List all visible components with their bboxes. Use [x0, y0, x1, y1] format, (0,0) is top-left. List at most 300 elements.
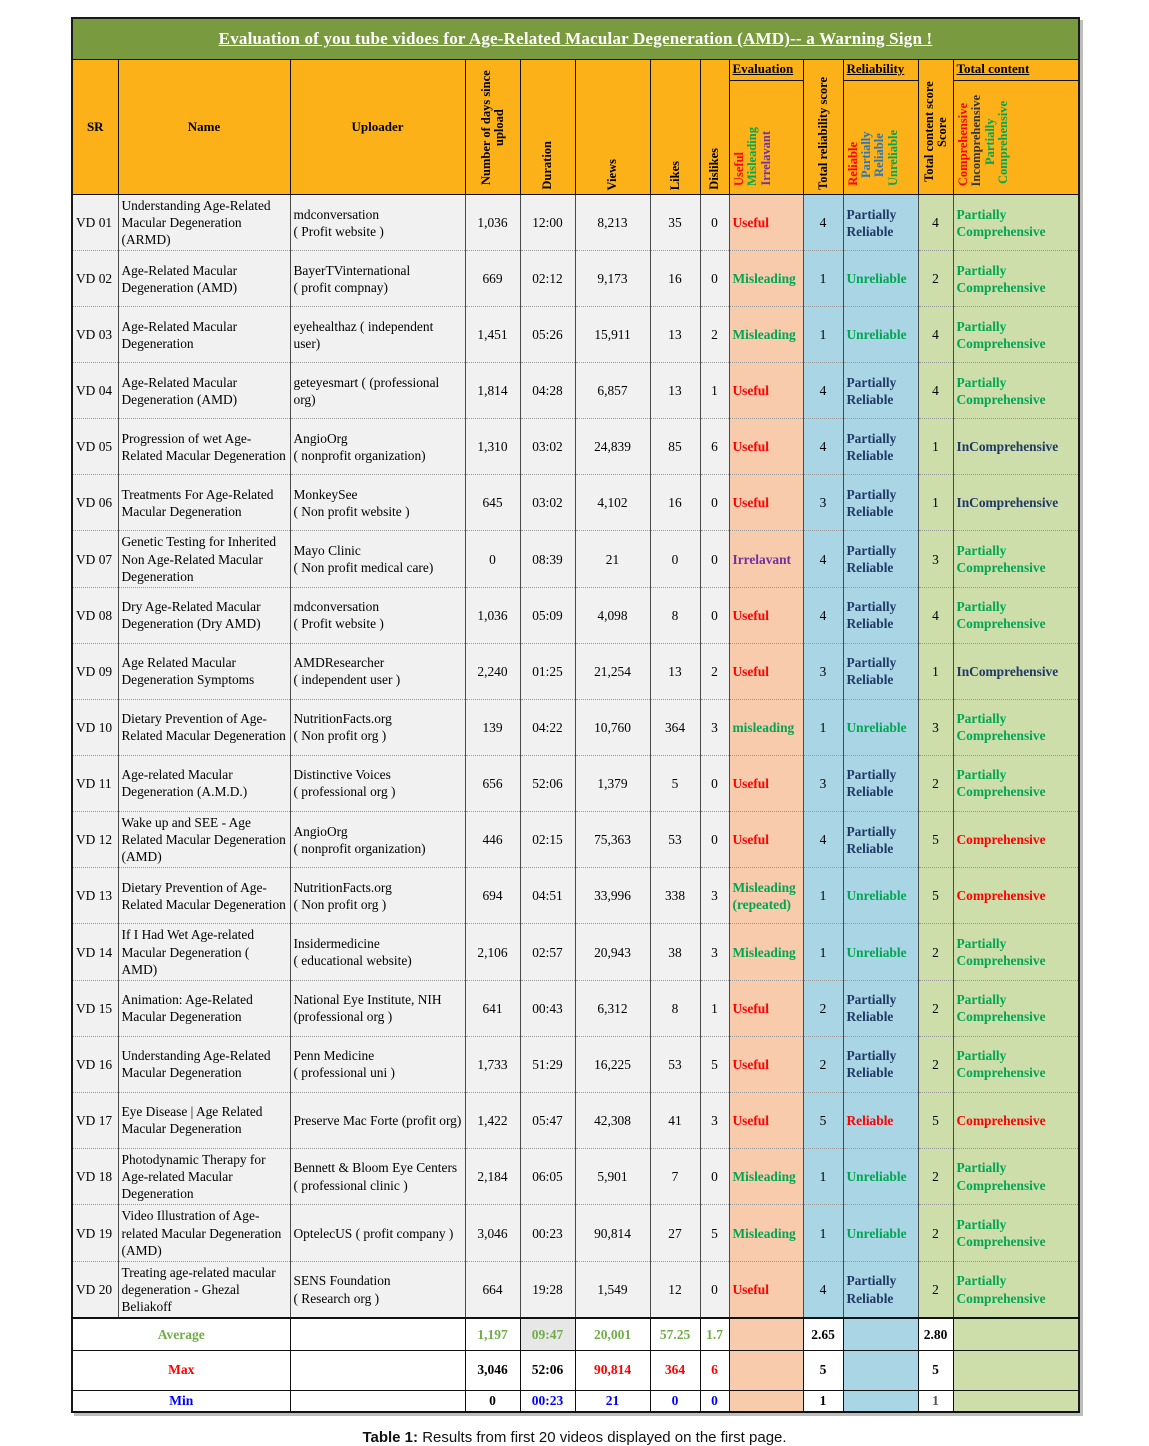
- days-cell: 3,046: [465, 1205, 520, 1261]
- uploader-cell: [290, 1092, 465, 1148]
- table-row: [72, 195, 1079, 251]
- col-header-name: Name: [118, 60, 290, 195]
- views-cell: 4,102: [575, 475, 650, 531]
- days-cell: 1,310: [465, 419, 520, 475]
- name-cell: Photodynamic Therapy for Age-related Macular Degeneration: [118, 1148, 290, 1204]
- likes-cell: 5: [650, 755, 700, 811]
- name-cell: Dry Age-Related Macular Degeneration (Dry AMD): [118, 587, 290, 643]
- views-cell: 6,857: [575, 363, 650, 419]
- likes-cell: 16: [650, 475, 700, 531]
- uploader-line1: eyehealthaz ( independent user): [293, 318, 434, 351]
- evaluation-option-irrelavant: Irrelavant: [759, 131, 773, 186]
- summary-likes-cell: 0: [650, 1390, 700, 1412]
- days-cell: 656: [465, 755, 520, 811]
- content-cell: Comprehensive: [953, 811, 1079, 867]
- days-cell: 641: [465, 980, 520, 1036]
- uploader-line1: AMDResearcher: [293, 655, 385, 671]
- content-cell: Partially Comprehensive: [953, 980, 1079, 1036]
- uploader-cell: [290, 363, 465, 419]
- uploader-line1: SENS Foundation: [293, 1273, 391, 1289]
- reliability-score-cell: 1: [803, 699, 843, 755]
- views-cell: 9,173: [575, 251, 650, 307]
- evaluation-cell: Useful: [729, 980, 803, 1036]
- name-cell: Wake up and SEE - Age Related Macular Degeneration (AMD): [118, 811, 290, 867]
- evaluation-cell: Misleading (repeated): [729, 868, 803, 924]
- sr-cell: VD 08: [72, 587, 118, 643]
- summary-reliability-cell: [843, 1318, 918, 1350]
- evaluation-cell: Useful: [729, 363, 803, 419]
- content-cell: Partially Comprehensive: [953, 699, 1079, 755]
- name-cell: Understanding Age-Related Macular Degeneration: [118, 1036, 290, 1092]
- evaluation-cell: Useful: [729, 587, 803, 643]
- dislikes-cell: 0: [700, 1261, 729, 1318]
- sr-cell: VD 12: [72, 811, 118, 867]
- evaluation-option-misleading: Misleading: [745, 126, 760, 186]
- days-cell: 1,814: [465, 363, 520, 419]
- uploader-line1: OptelecUS ( profit company ): [293, 1225, 454, 1241]
- duration-cell: 06:05: [520, 1148, 575, 1204]
- col-header-dislikes: [700, 60, 729, 195]
- summary-reliability-cell: [843, 1350, 918, 1390]
- reliability-cell: Unreliable: [843, 924, 918, 980]
- summary-content-score-cell: 1: [918, 1390, 953, 1412]
- dislikes-cell: 0: [700, 531, 729, 587]
- reliability-score-cell: 2: [803, 1036, 843, 1092]
- evaluation-cell: Useful: [729, 1261, 803, 1318]
- uploader-cell: [290, 1036, 465, 1092]
- uploader-cell: [290, 1148, 465, 1204]
- col-header-days: [465, 60, 520, 195]
- summary-days-cell: 1,197: [465, 1318, 520, 1350]
- sr-cell: VD 10: [72, 699, 118, 755]
- uploader-line1: Mayo Clinic: [293, 543, 361, 559]
- reliability-score-cell: 1: [803, 924, 843, 980]
- table-row: [72, 699, 1079, 755]
- content-cell: Partially Comprehensive: [953, 587, 1079, 643]
- table-row: [72, 419, 1079, 475]
- col-header-reliability: [843, 60, 918, 195]
- sr-cell: VD 13: [72, 868, 118, 924]
- days-cell: 664: [465, 1261, 520, 1318]
- likes-cell: 53: [650, 1036, 700, 1092]
- reliability-score-cell: 5: [803, 1092, 843, 1148]
- duration-cell: 00:43: [520, 980, 575, 1036]
- content-cell: Comprehensive: [953, 868, 1079, 924]
- uploader-cell: [290, 924, 465, 980]
- duration-cell: 51:29: [520, 1036, 575, 1092]
- content-cell: Partially Comprehensive: [953, 251, 1079, 307]
- summary-evaluation-cell: [729, 1318, 803, 1350]
- dislikes-cell: 5: [700, 1036, 729, 1092]
- content-cell: Partially Comprehensive: [953, 755, 1079, 811]
- col-header-reliability-score: [803, 60, 843, 195]
- content-score-cell: 4: [918, 587, 953, 643]
- uploader-cell: [290, 755, 465, 811]
- days-cell: 1,451: [465, 307, 520, 363]
- dislikes-header-label: Dislikes: [707, 148, 722, 190]
- evaluation-cell: Useful: [729, 475, 803, 531]
- days-cell: 1,036: [465, 195, 520, 251]
- content-option-comprehensive: Comprehensive: [955, 102, 970, 186]
- summary-content-cell: [953, 1318, 1079, 1350]
- reliability-cell: Partially Reliable: [843, 1036, 918, 1092]
- days-cell: 645: [465, 475, 520, 531]
- name-cell: Age-Related Macular Degeneration (AMD): [118, 363, 290, 419]
- summary-content-score-cell: 2.80: [918, 1318, 953, 1350]
- reliability-score-cell: 3: [803, 643, 843, 699]
- dislikes-cell: 2: [700, 307, 729, 363]
- duration-cell: 12:00: [520, 195, 575, 251]
- uploader-cell: [290, 531, 465, 587]
- reliability-cell: Unreliable: [843, 1205, 918, 1261]
- days-cell: 1,036: [465, 587, 520, 643]
- dislikes-cell: 1: [700, 980, 729, 1036]
- reliability-score-cell: 4: [803, 1261, 843, 1318]
- content-score-cell: 3: [918, 699, 953, 755]
- summary-row-min: [72, 1390, 1079, 1412]
- sr-cell: VD 11: [72, 755, 118, 811]
- uploader-line2: ( nonprofit organization): [293, 447, 426, 463]
- content-cell: Partially Comprehensive: [953, 924, 1079, 980]
- views-cell: 21: [575, 531, 650, 587]
- reliability-cell: Partially Reliable: [843, 1261, 918, 1318]
- table-row: [72, 1205, 1079, 1261]
- content-option-partially-comprehensive: Partially Comprehensive: [983, 100, 1010, 184]
- table-body: [72, 195, 1079, 1319]
- dislikes-cell: 2: [700, 643, 729, 699]
- summary-views-cell: 20,001: [575, 1318, 650, 1350]
- col-header-likes: [650, 60, 700, 195]
- name-cell: Age-related Macular Degeneration (A.M.D.): [118, 755, 290, 811]
- uploader-cell: [290, 251, 465, 307]
- name-cell: Video Illustration of Age-related Macular Degeneration (AMD): [118, 1205, 290, 1261]
- uploader-line2: ( educational website): [293, 953, 412, 969]
- uploader-cell: [290, 419, 465, 475]
- likes-cell: 12: [650, 1261, 700, 1318]
- reliability-score-cell: 4: [803, 419, 843, 475]
- evaluation-cell: Misleading: [729, 1148, 803, 1204]
- summary-label: Min: [72, 1390, 290, 1412]
- table-row: [72, 587, 1079, 643]
- dislikes-cell: 0: [700, 755, 729, 811]
- summary-views-cell: 90,814: [575, 1350, 650, 1390]
- reliability-option-unreliable: Unreliable: [885, 129, 900, 186]
- dislikes-cell: 0: [700, 1148, 729, 1204]
- sr-cell: VD 06: [72, 475, 118, 531]
- summary-dislikes-cell: 1.7: [700, 1318, 729, 1350]
- summary-content-score-cell: 5: [918, 1350, 953, 1390]
- table-caption: [71, 1429, 1078, 1446]
- content-cell: Partially Comprehensive: [953, 1036, 1079, 1092]
- evaluation-cell: Useful: [729, 643, 803, 699]
- dislikes-cell: 0: [700, 195, 729, 251]
- likes-cell: 0: [650, 531, 700, 587]
- views-cell: 42,308: [575, 1092, 650, 1148]
- content-score-header-label: Total content score Score: [921, 81, 949, 183]
- dislikes-cell: 0: [700, 475, 729, 531]
- reliability-cell: Unreliable: [843, 868, 918, 924]
- summary-content-cell: [953, 1390, 1079, 1412]
- duration-cell: 05:26: [520, 307, 575, 363]
- content-score-cell: 2: [918, 1036, 953, 1092]
- summary-duration-cell: 09:47: [520, 1318, 575, 1350]
- views-cell: 4,098: [575, 587, 650, 643]
- content-score-cell: 2: [918, 1205, 953, 1261]
- content-score-cell: 2: [918, 251, 953, 307]
- views-cell: 6,312: [575, 980, 650, 1036]
- evaluation-cell: Misleading: [729, 1205, 803, 1261]
- col-header-views: [575, 60, 650, 195]
- duration-cell: 02:57: [520, 924, 575, 980]
- uploader-line2: ( professional clinic ): [293, 1177, 408, 1193]
- table-row: [72, 1261, 1079, 1318]
- uploader-line2: ( Non profit website ): [293, 503, 410, 519]
- table-row: [72, 251, 1079, 307]
- summary-duration-cell: 52:06: [520, 1350, 575, 1390]
- views-cell: 16,225: [575, 1036, 650, 1092]
- reliability-option-partially-reliable: Partially Reliable: [859, 131, 886, 179]
- uploader-line1: mdconversation: [293, 206, 380, 222]
- reliability-score-cell: 4: [803, 811, 843, 867]
- sr-cell: VD 01: [72, 195, 118, 251]
- reliability-cell: Partially Reliable: [843, 531, 918, 587]
- table-row: [72, 307, 1079, 363]
- uploader-cell: [290, 307, 465, 363]
- reliability-cell: Unreliable: [843, 1148, 918, 1204]
- likes-cell: 338: [650, 868, 700, 924]
- sr-cell: VD 17: [72, 1092, 118, 1148]
- uploader-line2: ( nonprofit organization): [293, 840, 426, 856]
- uploader-cell: [290, 811, 465, 867]
- views-cell: 24,839: [575, 419, 650, 475]
- evaluation-cell: Irrelavant: [729, 531, 803, 587]
- summary-content-cell: [953, 1350, 1079, 1390]
- evaluation-group-label: Evaluation: [730, 60, 803, 81]
- evaluation-cell: Useful: [729, 811, 803, 867]
- reliability-score-cell: 4: [803, 587, 843, 643]
- sr-cell: VD 07: [72, 531, 118, 587]
- likes-cell: 8: [650, 980, 700, 1036]
- name-cell: Understanding Age-Related Macular Degeneration (ARMD): [118, 195, 290, 251]
- summary-reliability-score-cell: 1: [803, 1390, 843, 1412]
- duration-cell: 52:06: [520, 755, 575, 811]
- name-cell: Age-Related Macular Degeneration (AMD): [118, 251, 290, 307]
- content-score-cell: 2: [918, 755, 953, 811]
- uploader-line2: ( Non profit medical care): [293, 560, 434, 576]
- uploader-line2: ( independent user ): [293, 672, 401, 688]
- content-cell: InComprehensive: [953, 643, 1079, 699]
- reliability-score-cell: 2: [803, 980, 843, 1036]
- content-cell: Partially Comprehensive: [953, 1261, 1079, 1318]
- duration-cell: 02:12: [520, 251, 575, 307]
- uploader-line2: ( Profit website ): [293, 616, 384, 632]
- evaluation-cell: Useful: [729, 755, 803, 811]
- sr-cell: VD 19: [72, 1205, 118, 1261]
- days-cell: 2,240: [465, 643, 520, 699]
- table-row: [72, 1092, 1079, 1148]
- likes-cell: 35: [650, 195, 700, 251]
- summary-reliability-cell: [843, 1390, 918, 1412]
- summary-days-cell: 3,046: [465, 1350, 520, 1390]
- uploader-cell: [290, 195, 465, 251]
- views-cell: 5,901: [575, 1148, 650, 1204]
- days-header-label: Number of days since upload: [478, 70, 506, 186]
- caption-text: Results from first 20 videos displayed on the first page.: [418, 1429, 787, 1446]
- dislikes-cell: 0: [700, 811, 729, 867]
- summary-likes-cell: 364: [650, 1350, 700, 1390]
- uploader-line1: NutritionFacts.org: [293, 711, 392, 727]
- uploader-line2: ( professional uni ): [293, 1065, 396, 1081]
- summary-evaluation-cell: [729, 1390, 803, 1412]
- uploader-cell: [290, 587, 465, 643]
- summary-dislikes-cell: 6: [700, 1350, 729, 1390]
- dislikes-cell: 5: [700, 1205, 729, 1261]
- views-cell: 15,911: [575, 307, 650, 363]
- uploader-line1: Bennett & Bloom Eye Centers: [293, 1160, 458, 1176]
- content-score-cell: 2: [918, 1148, 953, 1204]
- table-title: [72, 18, 1079, 60]
- content-score-cell: 4: [918, 307, 953, 363]
- table-row: [72, 755, 1079, 811]
- reliability-cell: Partially Reliable: [843, 643, 918, 699]
- content-score-cell: 5: [918, 868, 953, 924]
- name-cell: Treating age-related macular degeneration - Ghezal Beliakoff: [118, 1261, 290, 1318]
- evaluation-table: [71, 17, 1080, 1413]
- uploader-line1: mdconversation: [293, 599, 380, 615]
- likes-cell: 85: [650, 419, 700, 475]
- duration-cell: 08:39: [520, 531, 575, 587]
- content-cell: Comprehensive: [953, 1092, 1079, 1148]
- table-row: [72, 475, 1079, 531]
- dislikes-cell: 3: [700, 868, 729, 924]
- sr-cell: VD 09: [72, 643, 118, 699]
- evaluation-cell: Misleading: [729, 307, 803, 363]
- evaluation-options: [730, 81, 803, 190]
- days-cell: 2,184: [465, 1148, 520, 1204]
- summary-duration-cell: 00:23: [520, 1390, 575, 1412]
- uploader-line1: Distinctive Voices: [293, 767, 391, 783]
- content-cell: Partially Comprehensive: [953, 1205, 1079, 1261]
- content-score-cell: 2: [918, 924, 953, 980]
- views-cell: 1,379: [575, 755, 650, 811]
- uploader-line1: geteyesmart ( (professional org): [293, 374, 440, 407]
- uploader-line2: ( Non profit org ): [293, 896, 387, 912]
- reliability-cell: Partially Reliable: [843, 980, 918, 1036]
- dislikes-cell: 6: [700, 419, 729, 475]
- summary-dislikes-cell: 0: [700, 1390, 729, 1412]
- likes-cell: 16: [650, 251, 700, 307]
- views-cell: 1,549: [575, 1261, 650, 1318]
- dislikes-cell: 1: [700, 363, 729, 419]
- views-cell: 33,996: [575, 868, 650, 924]
- content-score-cell: 5: [918, 1092, 953, 1148]
- evaluation-cell: misleading: [729, 699, 803, 755]
- table-row: [72, 980, 1079, 1036]
- sr-cell: VD 02: [72, 251, 118, 307]
- duration-cell: 03:02: [520, 475, 575, 531]
- name-cell: Progression of wet Age-Related Macular Degeneration: [118, 419, 290, 475]
- views-header-label: Views: [605, 158, 620, 190]
- reliability-score-cell: 1: [803, 251, 843, 307]
- days-cell: 0: [465, 531, 520, 587]
- reliability-cell: Partially Reliable: [843, 475, 918, 531]
- table-title-text: Evaluation of you tube vidoes for Age-Related Macular Degeneration (AMD)-- a Warning Sign !: [218, 29, 933, 48]
- reliability-cell: Partially Reliable: [843, 587, 918, 643]
- uploader-line1: BayerTVinternational: [293, 262, 411, 278]
- dislikes-cell: 3: [700, 699, 729, 755]
- name-cell: Eye Disease | Age Related Macular Degeneration: [118, 1092, 290, 1148]
- reliability-score-cell: 3: [803, 475, 843, 531]
- likes-cell: 38: [650, 924, 700, 980]
- name-cell: Dietary Prevention of Age-Related Macular Degeneration: [118, 868, 290, 924]
- reliability-score-cell: 1: [803, 1205, 843, 1261]
- uploader-line1: AngioOrg: [293, 823, 348, 839]
- views-cell: 21,254: [575, 643, 650, 699]
- header-row: [72, 60, 1079, 195]
- duration-cell: 05:09: [520, 587, 575, 643]
- sr-cell: VD 04: [72, 363, 118, 419]
- uploader-cell: [290, 1205, 465, 1261]
- content-cell: InComprehensive: [953, 475, 1079, 531]
- col-header-content-score: [918, 60, 953, 195]
- summary-row-max: [72, 1350, 1079, 1390]
- evaluation-cell: Useful: [729, 195, 803, 251]
- uploader-line2: ( Research org ): [293, 1290, 380, 1306]
- content-score-cell: 1: [918, 643, 953, 699]
- dislikes-cell: 0: [700, 587, 729, 643]
- days-cell: 1,733: [465, 1036, 520, 1092]
- uploader-line2: (professional org ): [293, 1009, 393, 1025]
- reliability-cell: Partially Reliable: [843, 195, 918, 251]
- name-cell: Animation: Age-Related Macular Degeneration: [118, 980, 290, 1036]
- reliability-score-cell: 1: [803, 307, 843, 363]
- uploader-line1: MonkeySee: [293, 486, 358, 502]
- summary-likes-cell: 57.25: [650, 1318, 700, 1350]
- likes-cell: 7: [650, 1148, 700, 1204]
- reliability-cell: Partially Reliable: [843, 755, 918, 811]
- evaluation-cell: Useful: [729, 1036, 803, 1092]
- reliability-score-cell: 4: [803, 531, 843, 587]
- summary-reliability-score-cell: 2.65: [803, 1318, 843, 1350]
- content-cell: Partially Comprehensive: [953, 307, 1079, 363]
- sr-cell: VD 15: [72, 980, 118, 1036]
- col-header-uploader: Uploader: [290, 60, 465, 195]
- table-row: [72, 643, 1079, 699]
- duration-cell: 00:23: [520, 1205, 575, 1261]
- table-row: [72, 924, 1079, 980]
- uploader-line1: Insidermedicine: [293, 935, 380, 951]
- views-cell: 20,943: [575, 924, 650, 980]
- uploader-line1: Penn Medicine: [293, 1048, 375, 1064]
- summary-row-average: [72, 1318, 1079, 1350]
- table-row: [72, 363, 1079, 419]
- likes-cell: 41: [650, 1092, 700, 1148]
- uploader-cell: [290, 1261, 465, 1318]
- content-option-incomprehensive: Incomprehensive: [969, 94, 984, 186]
- caption-label: Table 1:: [362, 1429, 419, 1446]
- title-row: [72, 18, 1079, 60]
- days-cell: 446: [465, 811, 520, 867]
- days-cell: 139: [465, 699, 520, 755]
- content-score-cell: 3: [918, 531, 953, 587]
- reliability-cell: Partially Reliable: [843, 811, 918, 867]
- content-cell: Partially Comprehensive: [953, 1148, 1079, 1204]
- reliability-cell: Unreliable: [843, 307, 918, 363]
- duration-cell: 19:28: [520, 1261, 575, 1318]
- summary-evaluation-cell: [729, 1350, 803, 1390]
- views-cell: 8,213: [575, 195, 650, 251]
- uploader-line2: ( Non profit org ): [293, 728, 387, 744]
